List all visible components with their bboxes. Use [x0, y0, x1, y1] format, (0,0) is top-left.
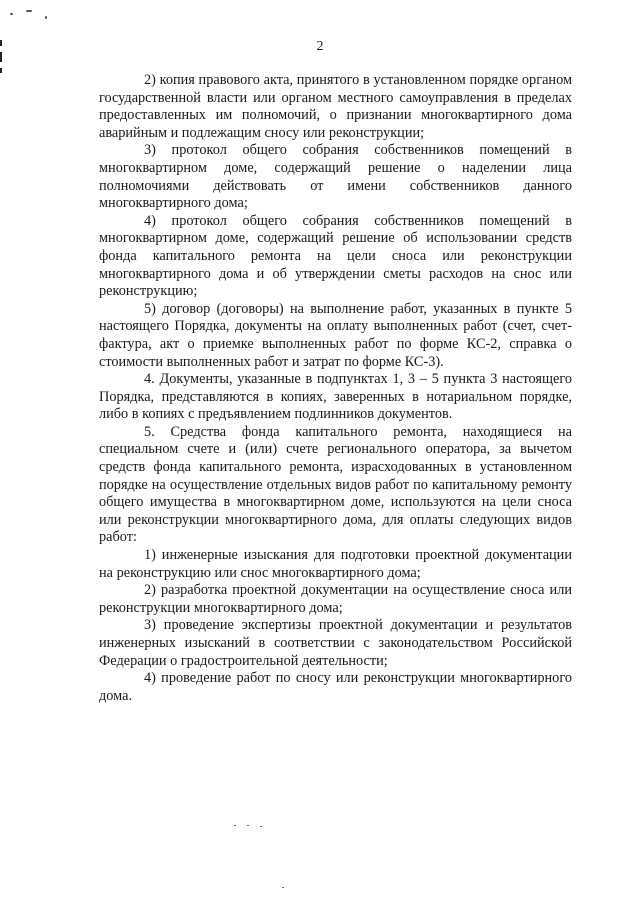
scan-speck	[234, 825, 236, 826]
scan-speck	[10, 13, 13, 15]
scan-edge-mark	[0, 68, 2, 73]
paragraph: 5) договор (договоры) на выполнение работ, указанных в пункте 5 настоящего Порядка, документы на оплату выполненных работ (счет, счет-фактура, акт о приемке выполненных работ по форме КС-2, справка о стоимости выполненных работ и затрат по форме КС-3).	[99, 300, 572, 370]
scan-speck	[260, 826, 262, 827]
paragraph: 2) копия правового акта, принятого в установленном порядке органом государственной власти или органом местного самоуправления в пределах предоставленных им полномочий, о признании многоквартирного дома аварийным и подлежащим сносу или реконструкции;	[99, 72, 572, 141]
scan-speck	[45, 16, 47, 19]
document-body	[99, 72, 572, 705]
paragraph: 1) инженерные изыскания для подготовки проектной документации на реконструкцию или снос многоквартирного дома;	[99, 547, 572, 581]
paragraph: 5. Средства фонда капитального ремонта, находящиеся на специальном счете и (или) счете регионального оператора, за вычетом средств фонда капитального ремонта, израсходованных в установленном порядке на осуществление отдельных видов работ по капитальному ремонту общего имущества в многоквартирном доме, используются на цели сноса или реконструкции многоквартирного дома, для оплаты следующих видов работ:	[99, 423, 572, 546]
paragraph: 3) протокол общего собрания собственников помещений в многоквартирном доме, содержащий решение о наделении лица полномочиями действовать от имени собственников данного многоквартирного дома;	[99, 142, 572, 212]
scan-speck	[26, 10, 32, 12]
page-number: 2	[316, 39, 324, 54]
paragraph: 4) проведение работ по сносу или реконструкции многоквартирного дома.	[99, 670, 572, 704]
scan-speck	[282, 887, 284, 888]
paragraph: 3) проведение экспертизы проектной документации и результатов инженерных изысканий в соответствии с законодательством Российской Федерации о градостроительной деятельности;	[99, 617, 572, 669]
paragraph: 4) протокол общего собрания собственников помещений в многоквартирном доме, содержащий решение об использовании средств фонда капитального ремонта на цели сноса или реконструкции многоквартирного дома и об утверждении сметы расходов на снос или реконструкцию;	[99, 212, 572, 300]
scan-speck	[247, 825, 249, 826]
paragraph: 4. Документы, указанные в подпунктах 1, 3 – 5 пункта 3 настоящего Порядка, представляются в копиях, заверенных в нотариальном порядке, либо в копиях с предъявлением подлинников документов.	[99, 371, 572, 423]
paragraph: 2) разработка проектной документации на осуществление сноса или реконструкции многоквартирного дома;	[99, 582, 572, 616]
